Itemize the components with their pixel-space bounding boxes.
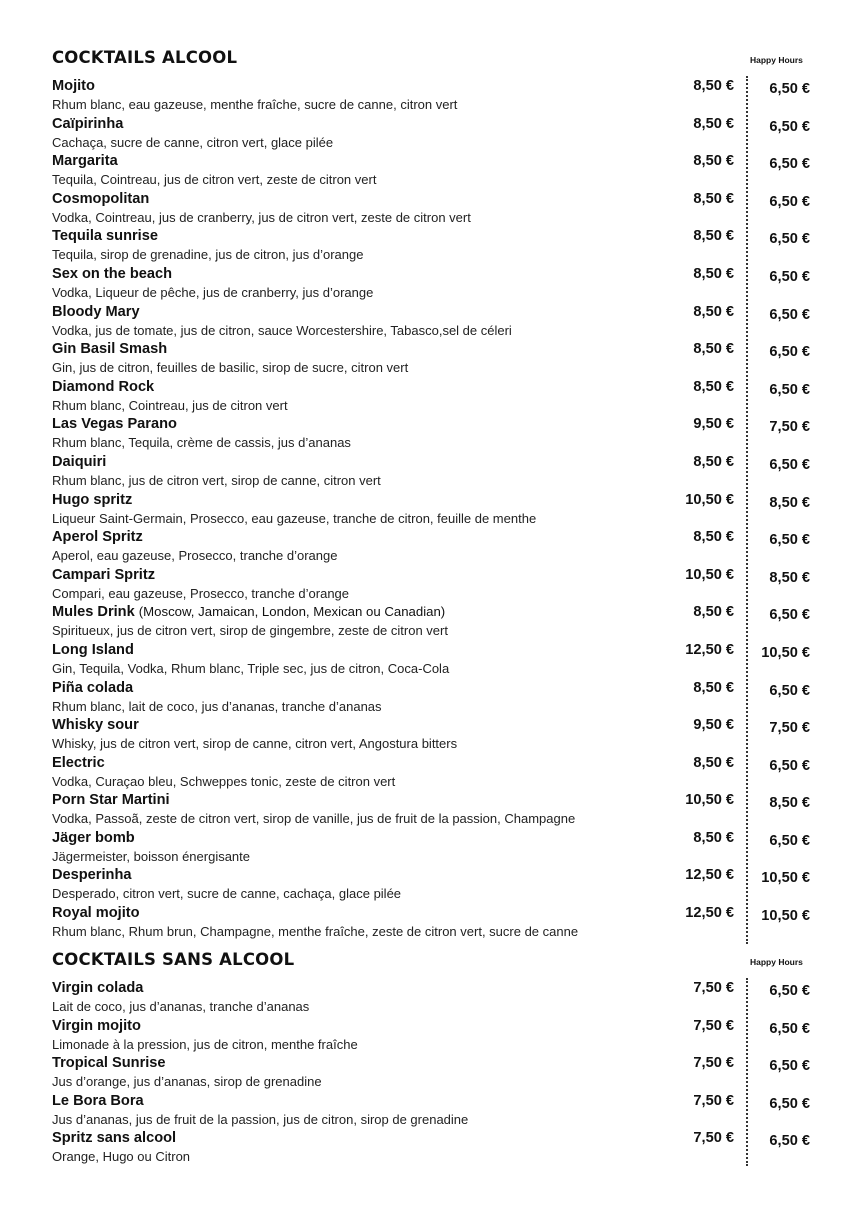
item-price: 9,50 €: [693, 416, 734, 433]
item-happy-hour-price: 10,50 €: [761, 870, 810, 887]
item-name-line: [52, 642, 134, 658]
item-description: Rhum blanc, Cointreau, jus de citron vert: [52, 397, 288, 413]
item-happy-hour-price: 6,50 €: [769, 456, 810, 473]
item-happy-hour-price: 6,50 €: [769, 268, 810, 285]
item-name: Royal mojito: [52, 905, 140, 922]
item-happy-hour-price: 7,50 €: [769, 419, 810, 436]
item-name-line: [52, 1018, 141, 1034]
item-name: Daiquiri: [52, 453, 107, 470]
item-name: Caïpirinha: [52, 115, 124, 132]
item-price: 8,50 €: [693, 78, 734, 94]
menu-item: [52, 304, 812, 342]
item-name-line: [52, 1130, 176, 1146]
item-name: Virgin mojito: [52, 1017, 141, 1034]
item-name-line: [52, 980, 143, 996]
item-price: 8,50 €: [693, 341, 734, 358]
item-happy-hour-price: 6,50 €: [769, 381, 810, 398]
section-cocktails-sans-alcool: [52, 948, 812, 1168]
section-header: [52, 46, 812, 78]
item-description: Liqueur Saint-Germain, Prosecco, eau gazeuse, tranche de citron, feuille de menthe: [52, 510, 537, 526]
item-name: Jäger bomb: [52, 829, 135, 846]
item-description: Vodka, Liqueur de pêche, jus de cranberry, jus d’orange: [52, 284, 374, 300]
menu-item: [52, 1093, 812, 1131]
item-description: Vodka, jus de tomate, jus de citron, sauce Worcestershire, Tabasco,sel de céleri: [52, 322, 512, 338]
item-price: 7,50 €: [693, 1055, 734, 1072]
item-happy-hour-price: 6,50 €: [769, 81, 810, 97]
item-name-line: [52, 153, 118, 169]
menu-item: [52, 905, 812, 943]
item-happy-hour-price: 6,50 €: [769, 344, 810, 361]
item-description: Vodka, Curaçao bleu, Schweppes tonic, zeste de citron vert: [52, 773, 396, 789]
item-happy-hour-price: 6,50 €: [769, 983, 810, 999]
menu-item: [52, 1018, 812, 1056]
item-description: Rhum blanc, lait de coco, jus d’ananas, tranche d’ananas: [52, 698, 382, 714]
menu-item: [52, 529, 812, 567]
item-price: 8,50 €: [693, 829, 734, 846]
item-happy-hour-price: 8,50 €: [769, 494, 810, 511]
item-description: Desperado, citron vert, sucre de canne, cachaça, glace pilée: [52, 886, 402, 902]
menu-item: [52, 830, 812, 868]
menu-item: [52, 416, 812, 454]
item-name-line: [52, 867, 131, 883]
item-name-line: [52, 492, 132, 508]
item-name: Hugo spritz: [52, 491, 133, 508]
item-name: Tropical Sunrise: [52, 1055, 166, 1072]
item-description: Rhum blanc, jus de citron vert, sirop de canne, citron vert: [52, 472, 381, 488]
item-name: Long Island: [52, 641, 134, 658]
menu-item: [52, 379, 812, 417]
item-price: 8,50 €: [693, 604, 734, 621]
section-title: COCKTAILS ALCOOL: [52, 48, 238, 67]
item-description: Orange, Hugo ou Citron: [52, 1149, 191, 1165]
item-happy-hour-price: 6,50 €: [769, 757, 810, 774]
item-happy-hour-price: 6,50 €: [769, 193, 810, 210]
item-description: Aperol, eau gazeuse, Prosecco, tranche d’orange: [52, 548, 338, 564]
happy-hours-label: Happy Hours: [750, 55, 803, 65]
menu-list: [52, 980, 812, 1168]
item-name-line: [52, 78, 95, 94]
item-description: Cachaça, sucre de canne, citron vert, glace pilée: [52, 134, 334, 150]
item-name-line: [52, 379, 154, 395]
item-price: 10,50 €: [685, 566, 734, 583]
item-name: Sex on the beach: [52, 265, 173, 282]
item-happy-hour-price: 8,50 €: [769, 569, 810, 586]
item-description: Jus d’orange, jus d’ananas, sirop de grenadine: [52, 1074, 322, 1090]
item-description: Jägermeister, boisson énergisante: [52, 848, 251, 864]
menu-item: [52, 642, 812, 680]
item-price: 12,50 €: [685, 905, 734, 922]
item-description: Lait de coco, jus d’ananas, tranche d’ananas: [52, 999, 310, 1014]
item-name: Whisky sour: [52, 717, 139, 734]
item-name: Campari Spritz: [52, 566, 155, 583]
menu-item: [52, 116, 812, 154]
menu-item: [52, 153, 812, 191]
item-price: 8,50 €: [693, 190, 734, 207]
item-price: 7,50 €: [693, 980, 734, 996]
item-happy-hour-price: 6,50 €: [769, 1133, 810, 1150]
menu-item: [52, 228, 812, 266]
item-description: Rhum blanc, eau gazeuse, menthe fraîche, sucre de canne, citron vert: [52, 97, 458, 112]
item-price: 9,50 €: [693, 717, 734, 734]
item-name-line: [52, 717, 139, 733]
menu-item: [52, 980, 812, 1018]
item-name-line: [52, 604, 445, 620]
item-name: Las Vegas Parano: [52, 416, 177, 433]
item-name: Piña colada: [52, 679, 134, 696]
item-happy-hour-price: 6,50 €: [769, 532, 810, 549]
item-happy-hour-price: 6,50 €: [769, 832, 810, 849]
menu-item: [52, 1130, 812, 1168]
item-name: Spritz sans alcool: [52, 1130, 177, 1147]
item-price: 7,50 €: [693, 1092, 734, 1109]
item-name-line: [52, 905, 140, 921]
item-description: Spiritueux, jus de citron vert, sirop de gingembre, zeste de citron vert: [52, 623, 448, 639]
item-name: Desperinha: [52, 867, 132, 884]
item-description: Jus d’ananas, jus de fruit de la passion, jus de citron, sirop de grenadine: [52, 1111, 469, 1127]
item-happy-hour-price: 6,50 €: [769, 1095, 810, 1112]
menu-item: [52, 680, 812, 718]
item-description: Vodka, Cointreau, jus de cranberry, jus de citron vert, zeste de citron vert: [52, 209, 471, 225]
menu-item: [52, 755, 812, 793]
item-name-line: [52, 228, 158, 244]
item-price: 8,50 €: [693, 453, 734, 470]
menu-item: [52, 191, 812, 229]
item-name-line: [52, 1055, 166, 1071]
menu-list: [52, 78, 812, 943]
item-name: Mojito: [52, 78, 95, 94]
menu-item: [52, 266, 812, 304]
item-name: Bloody Mary: [52, 303, 140, 320]
item-name: Tequila sunrise: [52, 228, 158, 245]
item-name-line: [52, 304, 140, 320]
item-description: Whisky, jus de citron vert, sirop de canne, citron vert, Angostura bitters: [52, 736, 458, 752]
section-header: [52, 948, 812, 980]
item-price: 8,50 €: [693, 529, 734, 546]
item-price: 12,50 €: [685, 641, 734, 658]
menu-item: [52, 792, 812, 830]
item-happy-hour-price: 6,50 €: [769, 118, 810, 135]
menu-item: [52, 867, 812, 905]
item-price: 8,50 €: [693, 153, 734, 170]
item-price: 8,50 €: [693, 754, 734, 771]
menu-item: [52, 1055, 812, 1093]
item-name: Margarita: [52, 153, 118, 170]
item-name: Electric: [52, 754, 105, 771]
menu-item: [52, 717, 812, 755]
item-description: Compari, eau gazeuse, Prosecco, tranche d’orange: [52, 585, 350, 601]
item-description: Limonade à la pression, jus de citron, menthe fraîche: [52, 1036, 358, 1052]
menu-item: [52, 341, 812, 379]
menu-item: [52, 567, 812, 605]
item-happy-hour-price: 6,50 €: [769, 607, 810, 624]
item-name: Cosmopolitan: [52, 190, 150, 207]
item-name: Le Bora Bora: [52, 1092, 144, 1109]
item-happy-hour-price: 6,50 €: [769, 231, 810, 248]
item-description: Rhum blanc, Rhum brun, Champagne, menthe fraîche, zeste de citron vert, sucre de canne: [52, 924, 579, 940]
item-price: 10,50 €: [685, 491, 734, 508]
item-price: 7,50 €: [693, 1130, 734, 1147]
section-cocktails-alcool: [52, 46, 812, 943]
menu-item: [52, 454, 812, 492]
item-name-line: [52, 191, 149, 207]
item-description: Rhum blanc, Tequila, crème de cassis, jus d’ananas: [52, 435, 351, 451]
item-description: Tequila, Cointreau, jus de citron vert, zeste de citron vert: [52, 172, 377, 188]
item-name: Porn Star Martini: [52, 792, 170, 809]
item-price: 7,50 €: [693, 1017, 734, 1034]
item-price: 10,50 €: [685, 792, 734, 809]
item-description: Vodka, Passoã, zeste de citron vert, sirop de vanille, jus de fruit de la passion, Champagne: [52, 811, 576, 827]
item-happy-hour-price: 10,50 €: [761, 908, 810, 925]
item-happy-hour-price: 6,50 €: [769, 1058, 810, 1075]
menu-item: [52, 604, 812, 642]
item-price: 12,50 €: [685, 867, 734, 884]
item-happy-hour-price: 8,50 €: [769, 795, 810, 812]
item-name-line: [52, 454, 106, 470]
item-note: (Moscow, Jamaican, London, Mexican ou Canadian): [138, 604, 446, 620]
item-happy-hour-price: 7,50 €: [769, 720, 810, 737]
item-description: Gin, jus de citron, feuilles de basilic, sirop de sucre, citron vert: [52, 360, 409, 376]
item-happy-hour-price: 6,50 €: [769, 682, 810, 699]
item-name-line: [52, 416, 177, 432]
item-description: Tequila, sirop de grenadine, jus de citron, jus d’orange: [52, 247, 364, 263]
item-name-line: [52, 266, 172, 282]
item-name: Virgin colada: [52, 980, 144, 996]
item-name: Diamond Rock: [52, 378, 155, 395]
item-name-line: [52, 755, 105, 771]
item-name-line: [52, 680, 133, 696]
item-name-line: [52, 529, 143, 545]
item-name-line: [52, 1093, 144, 1109]
item-happy-hour-price: 10,50 €: [761, 644, 810, 661]
item-name: Aperol Spritz: [52, 529, 143, 546]
item-price: 8,50 €: [693, 378, 734, 395]
item-price: 8,50 €: [693, 228, 734, 245]
item-name-line: [52, 116, 123, 132]
item-price: 8,50 €: [693, 303, 734, 320]
item-happy-hour-price: 6,50 €: [769, 306, 810, 323]
item-price: 8,50 €: [693, 679, 734, 696]
item-name: Gin Basil Smash: [52, 341, 168, 358]
item-name-line: [52, 341, 167, 357]
item-name-line: [52, 830, 135, 846]
item-name-line: [52, 567, 155, 583]
item-description: Gin, Tequila, Vodka, Rhum blanc, Triple sec, jus de citron, Coca-Cola: [52, 660, 450, 676]
item-happy-hour-price: 6,50 €: [769, 1020, 810, 1037]
item-name: Mules Drink: [52, 604, 135, 621]
menu-item: [52, 492, 812, 530]
item-price: 8,50 €: [693, 265, 734, 282]
menu-item: [52, 78, 812, 116]
section-title: COCKTAILS SANS ALCOOL: [52, 950, 295, 969]
item-happy-hour-price: 6,50 €: [769, 156, 810, 173]
happy-hours-label: Happy Hours: [750, 957, 803, 967]
item-price: 8,50 €: [693, 115, 734, 132]
item-name-line: [52, 792, 170, 808]
